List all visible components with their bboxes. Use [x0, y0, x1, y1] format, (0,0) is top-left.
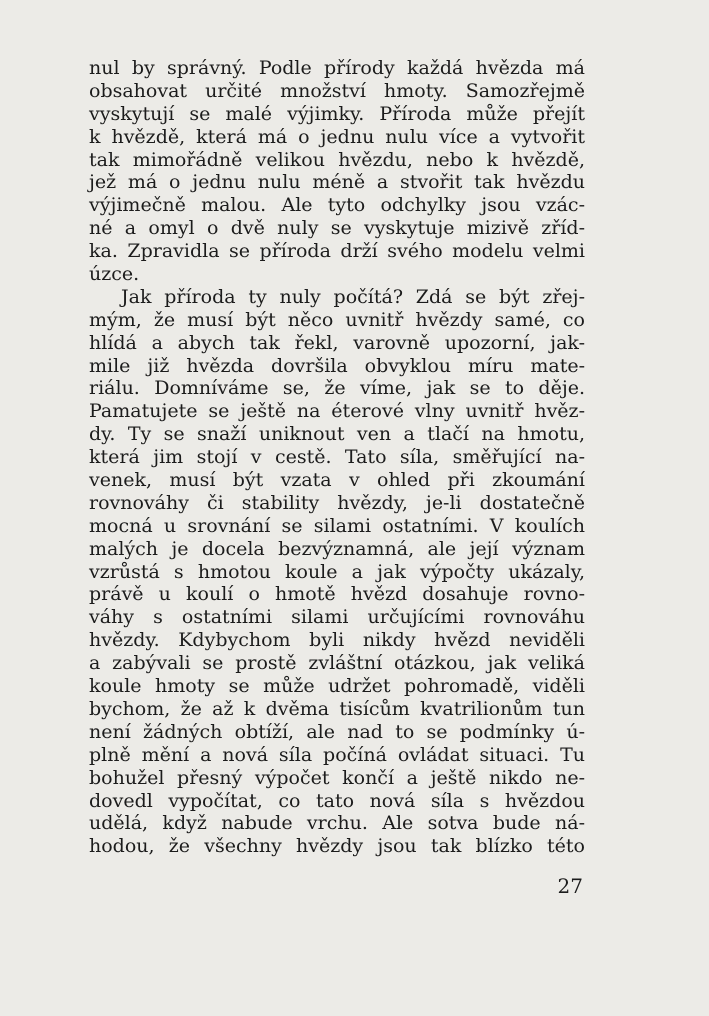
page-number: 27	[557, 874, 583, 898]
text-line: není žádných obtíží, ale nad to se podmínky ú-	[89, 720, 585, 743]
text-line: vyskytují se malé výjimky. Příroda může přejít	[89, 102, 585, 125]
text-line: rovnováhy či stability hvězdy, je-li dostatečně	[89, 491, 585, 514]
text-line: venek, musí být vzata v ohled při zkoumání	[89, 469, 585, 492]
text-line: k hvězdě, která má o jednu nulu více a vytvořit	[89, 125, 585, 148]
text-line: právě u koulí o hmotě hvězd dosahuje rovno-	[89, 583, 585, 606]
text-line: hodou, že všechny hvězdy jsou tak blízko této	[89, 835, 585, 858]
text-line: vzrůstá s hmotou koule a jak výpočty ukázaly,	[89, 560, 585, 583]
text-line: ka. Zpravidla se příroda drží svého modelu velmi	[89, 240, 585, 263]
text-line: koule hmoty se může udržet pohromadě, viděli	[89, 675, 585, 698]
text-line: Pamatujete se ještě na éterové vlny uvnitř hvěz-	[89, 400, 585, 423]
text-line: tak mimořádně velikou hvězdu, nebo k hvězdě,	[89, 148, 585, 171]
text-line: která jim stojí v cestě. Tato síla, směřující na-	[89, 446, 585, 469]
text-line: úzce.	[89, 263, 140, 286]
text-line: dy. Ty se snaží uniknout ven a tlačí na hmotu,	[89, 423, 585, 446]
text-line: né a omyl o dvě nuly se vyskytuje mizivě zříd-	[89, 217, 585, 240]
text-line: Jak příroda ty nuly počítá? Zdá se být zřej-	[121, 285, 585, 308]
text-line: mile již hvězda dovršila obvyklou míru mate-	[89, 354, 585, 377]
text-line: dovedl vypočítat, co tato nová síla s hvězdou	[89, 789, 585, 812]
paragraph-2	[89, 286, 585, 858]
text-line: mocná u srovnání se silami ostatními. V koulích	[89, 514, 585, 537]
body-text	[89, 57, 585, 858]
text-line: obsahovat určité množství hmoty. Samozřejmě	[89, 79, 585, 102]
text-line: malých je docela bezvýznamná, ale její význam	[89, 537, 585, 560]
text-line: hvězdy. Kdybychom byli nikdy hvězd neviděli	[89, 629, 585, 652]
text-line: váhy s ostatními silami určujícími rovnováhu	[89, 606, 585, 629]
text-line: bohužel přesný výpočet končí a ještě nikdo ne-	[89, 766, 585, 789]
paragraph-1	[89, 57, 585, 286]
text-line: riálu. Domníváme se, že víme, jak se to děje.	[89, 377, 585, 400]
text-line: udělá, když nabude vrchu. Ale sotva bude ná-	[89, 812, 585, 835]
text-line: bychom, že až k dvěma tisícům kvatrilionům tun	[89, 697, 585, 720]
text-line: mým, že musí být něco uvnitř hvězdy samé, co	[89, 308, 585, 331]
text-line: plně mění a nová síla počíná ovládat situaci. Tu	[89, 743, 585, 766]
text-line: nul by správný. Podle přírody každá hvězda má	[89, 57, 585, 79]
text-line: a zabývali se prostě zvláštní otázkou, jak veliká	[89, 652, 585, 675]
text-line: hlídá a abych tak řekl, varovně upozorní, jak-	[89, 331, 585, 354]
text-line: výjimečně malou. Ale tyto odchylky jsou vzác-	[89, 194, 585, 217]
text-line: jež má o jednu nulu méně a stvořit tak hvězdu	[89, 171, 585, 194]
